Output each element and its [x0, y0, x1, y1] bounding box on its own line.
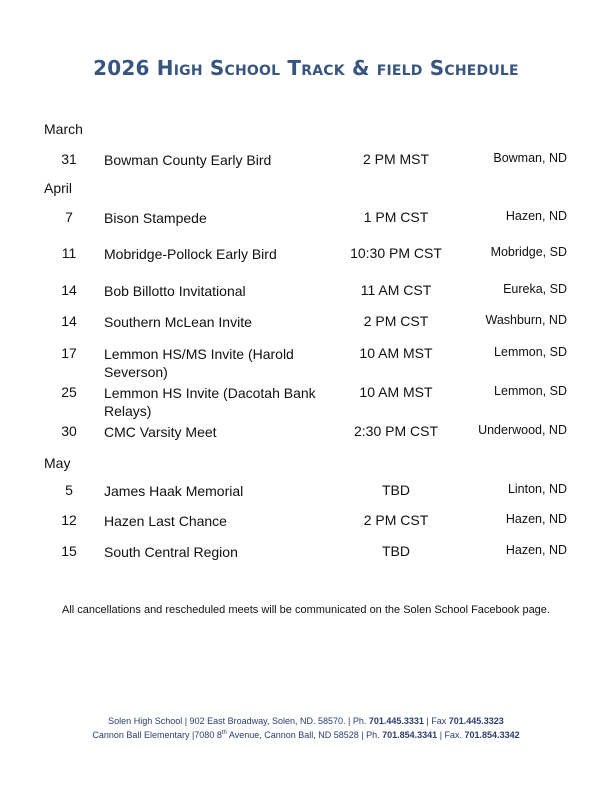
event-location: Mobridge, SD	[490, 245, 567, 259]
event-day: 14	[61, 282, 77, 298]
event-location: Bowman, ND	[493, 151, 567, 165]
event-location: Linton, ND	[507, 482, 567, 496]
event-time: TBD	[382, 482, 410, 498]
footer-line-cannonball	[0, 730, 612, 740]
footer-superscript: th	[221, 730, 227, 736]
event-time: 2 PM MST	[362, 151, 430, 167]
cancellation-note: All cancellations and rescheduled meets will be communicated on the Solen School Facebook page.	[62, 604, 550, 616]
event-day: 14	[61, 313, 77, 329]
event-location: Underwood, ND	[478, 423, 567, 437]
event-name: CMC Varsity Meet	[104, 424, 217, 440]
footer-fax: 701.445.3323	[448, 716, 504, 726]
footer-fax-label: | Fax.	[437, 730, 465, 740]
event-time: 2:30 PM CST	[353, 423, 439, 439]
event-name: Bob Billotto Invitational	[104, 283, 246, 299]
footer-phone: 701.445.3331	[368, 716, 424, 726]
page-title: 2026 High School Track & field Schedule	[93, 56, 519, 80]
event-day: 25	[61, 384, 77, 400]
event-name: James Haak Memorial	[104, 483, 244, 499]
event-time: 2 PM CST	[363, 512, 429, 528]
event-day: 15	[61, 543, 77, 559]
event-time: 11 AM CST	[360, 282, 432, 298]
event-time: 2 PM CST	[363, 313, 429, 329]
event-time: 10 AM MST	[359, 384, 433, 400]
event-day: 12	[61, 512, 77, 528]
event-time: 10:30 PM CST	[350, 245, 442, 261]
footer-fax: 701.854.3342	[464, 730, 520, 740]
event-name: Lemmon HS Invite (Dacotah Bank Relays)	[104, 385, 316, 419]
event-location: Hazen, ND	[505, 543, 567, 557]
event-day: 5	[65, 482, 73, 498]
event-name: Hazen Last Chance	[104, 513, 227, 529]
event-location: Hazen, ND	[505, 512, 567, 526]
footer-phone: 701.854.3341	[382, 730, 438, 740]
event-location: Washburn, ND	[485, 313, 567, 327]
month-heading: May	[44, 455, 71, 471]
event-name: Bison Stampede	[104, 210, 207, 226]
event-day: 11	[61, 245, 77, 261]
event-name: Lemmon HS/MS Invite (Harold Severson)	[104, 346, 294, 380]
footer-line-solen	[0, 716, 612, 726]
event-name: Southern McLean Invite	[104, 314, 252, 330]
event-day: 31	[61, 151, 77, 167]
event-time: 10 AM MST	[359, 345, 433, 361]
event-day: 17	[61, 345, 77, 361]
month-heading: March	[44, 121, 83, 137]
footer-fax-label: | Fax	[423, 716, 449, 726]
event-name: Mobridge-Pollock Early Bird	[104, 246, 277, 262]
event-location: Lemmon, SD	[494, 345, 567, 359]
event-location: Hazen, ND	[505, 209, 567, 223]
event-day: 7	[65, 209, 73, 225]
event-location: Lemmon, SD	[494, 384, 567, 398]
footer-address: Cannon Ball Elementary |7080 8	[92, 730, 222, 740]
month-heading: April	[44, 180, 73, 196]
event-time: 1 PM CST	[363, 209, 429, 225]
footer-address: Solen High School | 902 East Broadway, Solen, ND. 58570. | Ph.	[108, 716, 369, 726]
event-name: South Central Region	[104, 544, 238, 560]
event-location: Eureka, SD	[503, 282, 567, 296]
event-name: Bowman County Early Bird	[104, 152, 272, 168]
footer-address-cont: Avenue, Cannon Ball, ND 58528 | Ph.	[226, 730, 383, 740]
event-time: TBD	[382, 543, 410, 559]
event-day: 30	[61, 423, 77, 439]
